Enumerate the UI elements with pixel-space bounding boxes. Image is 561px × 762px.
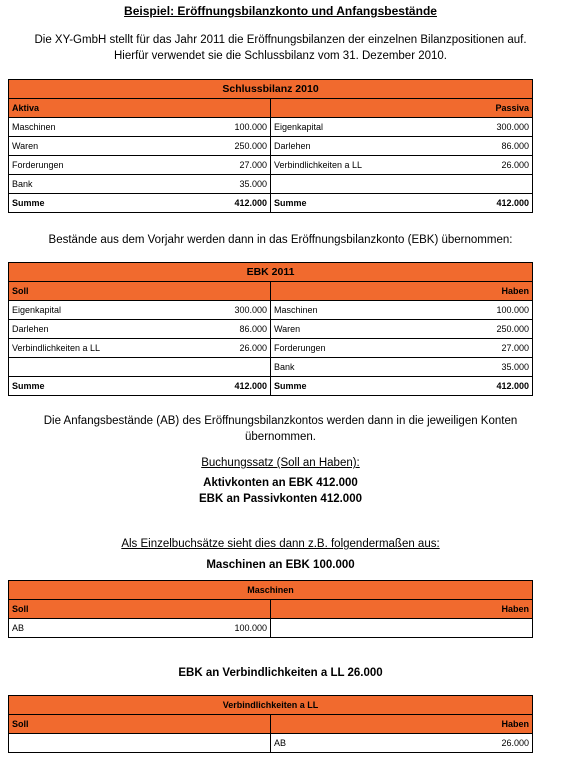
row-value: 35.000 <box>167 175 271 194</box>
table-row <box>9 175 533 194</box>
sum-row <box>9 194 533 213</box>
row-label: Darlehen <box>271 137 429 156</box>
sum-label: Summe <box>271 194 429 213</box>
row-label: Verbindlichkeiten a LL <box>271 156 429 175</box>
row-label: Forderungen <box>9 156 167 175</box>
sum-label: Summe <box>9 194 167 213</box>
aktiva-header: Aktiva <box>9 99 271 118</box>
table-row <box>9 358 533 377</box>
row-label: Bank <box>9 175 167 194</box>
row-label: Eigenkapital <box>9 301 167 320</box>
row-label <box>9 358 167 377</box>
row-value: 250.000 <box>167 137 271 156</box>
soll-header: Soll <box>9 282 271 301</box>
vb-buchung: EBK an Verbindlichkeiten a LL 26.000 <box>178 667 383 679</box>
row-value: 86.000 <box>429 137 533 156</box>
row-value <box>429 175 533 194</box>
row-label: Darlehen <box>9 320 167 339</box>
row-value: 300.000 <box>429 118 533 137</box>
sum-value: 412.000 <box>167 377 271 396</box>
schlussbilanz-table <box>8 79 533 213</box>
row-value: 100.000 <box>429 301 533 320</box>
sum-value: 412.000 <box>167 194 271 213</box>
table-row <box>9 619 533 638</box>
row-value: 100.000 <box>167 619 271 638</box>
buchung-1: Aktivkonten an EBK 412.000 <box>203 477 358 489</box>
ab-text-line-1: Die Anfangsbestände (AB) des Eröffnungsbilanzkontos werden dann in die jeweiligen Konten <box>43 415 518 427</box>
row-label: Forderungen <box>271 339 429 358</box>
table-row <box>9 734 533 753</box>
row-value: 86.000 <box>167 320 271 339</box>
einzel-heading: Als Einzelbuchsätze sieht dies dann z.B. folgendermaßen aus: <box>121 538 440 550</box>
ab-text-line-2: übernommen. <box>245 431 316 443</box>
soll-header: Soll <box>9 600 271 619</box>
vb-konto-table <box>8 695 533 753</box>
row-value: 300.000 <box>167 301 271 320</box>
row-value <box>167 734 271 753</box>
sum-label: Summe <box>9 377 167 396</box>
row-label <box>271 175 429 194</box>
row-value: 27.000 <box>167 156 271 175</box>
row-label: AB <box>9 619 167 638</box>
row-label <box>271 619 429 638</box>
sum-value: 412.000 <box>429 194 533 213</box>
haben-header: Haben <box>271 600 533 619</box>
table-row <box>9 118 533 137</box>
row-value: 250.000 <box>429 320 533 339</box>
buchung-2: EBK an Passivkonten 412.000 <box>199 493 362 505</box>
vb-konto-title: Verbindlichkeiten a LL <box>9 696 533 715</box>
row-value: 26.000 <box>429 156 533 175</box>
soll-header: Soll <box>9 715 271 734</box>
ebk-title: EBK 2011 <box>9 263 533 282</box>
sum-value: 412.000 <box>429 377 533 396</box>
table-row <box>9 320 533 339</box>
row-value: 27.000 <box>429 339 533 358</box>
row-label: Verbindlichkeiten a LL <box>9 339 167 358</box>
row-label <box>9 734 167 753</box>
ab-text <box>0 413 561 445</box>
row-value <box>167 358 271 377</box>
row-label: Bank <box>271 358 429 377</box>
table-row <box>9 339 533 358</box>
sum-row <box>9 377 533 396</box>
maschinen-buchung: Maschinen an EBK 100.000 <box>206 559 355 571</box>
row-label: AB <box>271 734 429 753</box>
intro-text <box>0 32 561 64</box>
row-label: Maschinen <box>9 118 167 137</box>
schlussbilanz-title: Schlussbilanz 2010 <box>9 80 533 99</box>
table-row <box>9 301 533 320</box>
passiva-header: Passiva <box>271 99 533 118</box>
haben-header: Haben <box>271 715 533 734</box>
intro-line-2: Hierfür verwendet sie die Schlussbilanz vom 31. Dezember 2010. <box>113 50 448 62</box>
row-value: 35.000 <box>429 358 533 377</box>
row-value: 26.000 <box>167 339 271 358</box>
table-row <box>9 156 533 175</box>
page-heading: Beispiel: Eröffnungsbilanzkonto und Anfangsbestände <box>124 4 437 18</box>
ebk-table <box>8 262 533 396</box>
row-value: 100.000 <box>167 118 271 137</box>
buchungssatz-heading: Buchungssatz (Soll an Haben): <box>201 457 360 469</box>
haben-header: Haben <box>271 282 533 301</box>
row-value <box>429 619 533 638</box>
row-label: Eigenkapital <box>271 118 429 137</box>
table-row <box>9 137 533 156</box>
sum-label: Summe <box>271 377 429 396</box>
maschinen-konto-table <box>8 580 533 638</box>
row-label: Waren <box>9 137 167 156</box>
row-label: Waren <box>271 320 429 339</box>
maschinen-konto-title: Maschinen <box>9 581 533 600</box>
row-label: Maschinen <box>271 301 429 320</box>
row-value: 26.000 <box>429 734 533 753</box>
intro-line-1: Die XY-GmbH stellt für das Jahr 2011 die Eröffnungsbilanzen der einzelnen Bilanzpositionen auf. <box>34 34 527 46</box>
transfer-text: Bestände aus dem Vorjahr werden dann in das Eröffnungsbilanzkonto (EBK) übernommen: <box>48 234 513 246</box>
